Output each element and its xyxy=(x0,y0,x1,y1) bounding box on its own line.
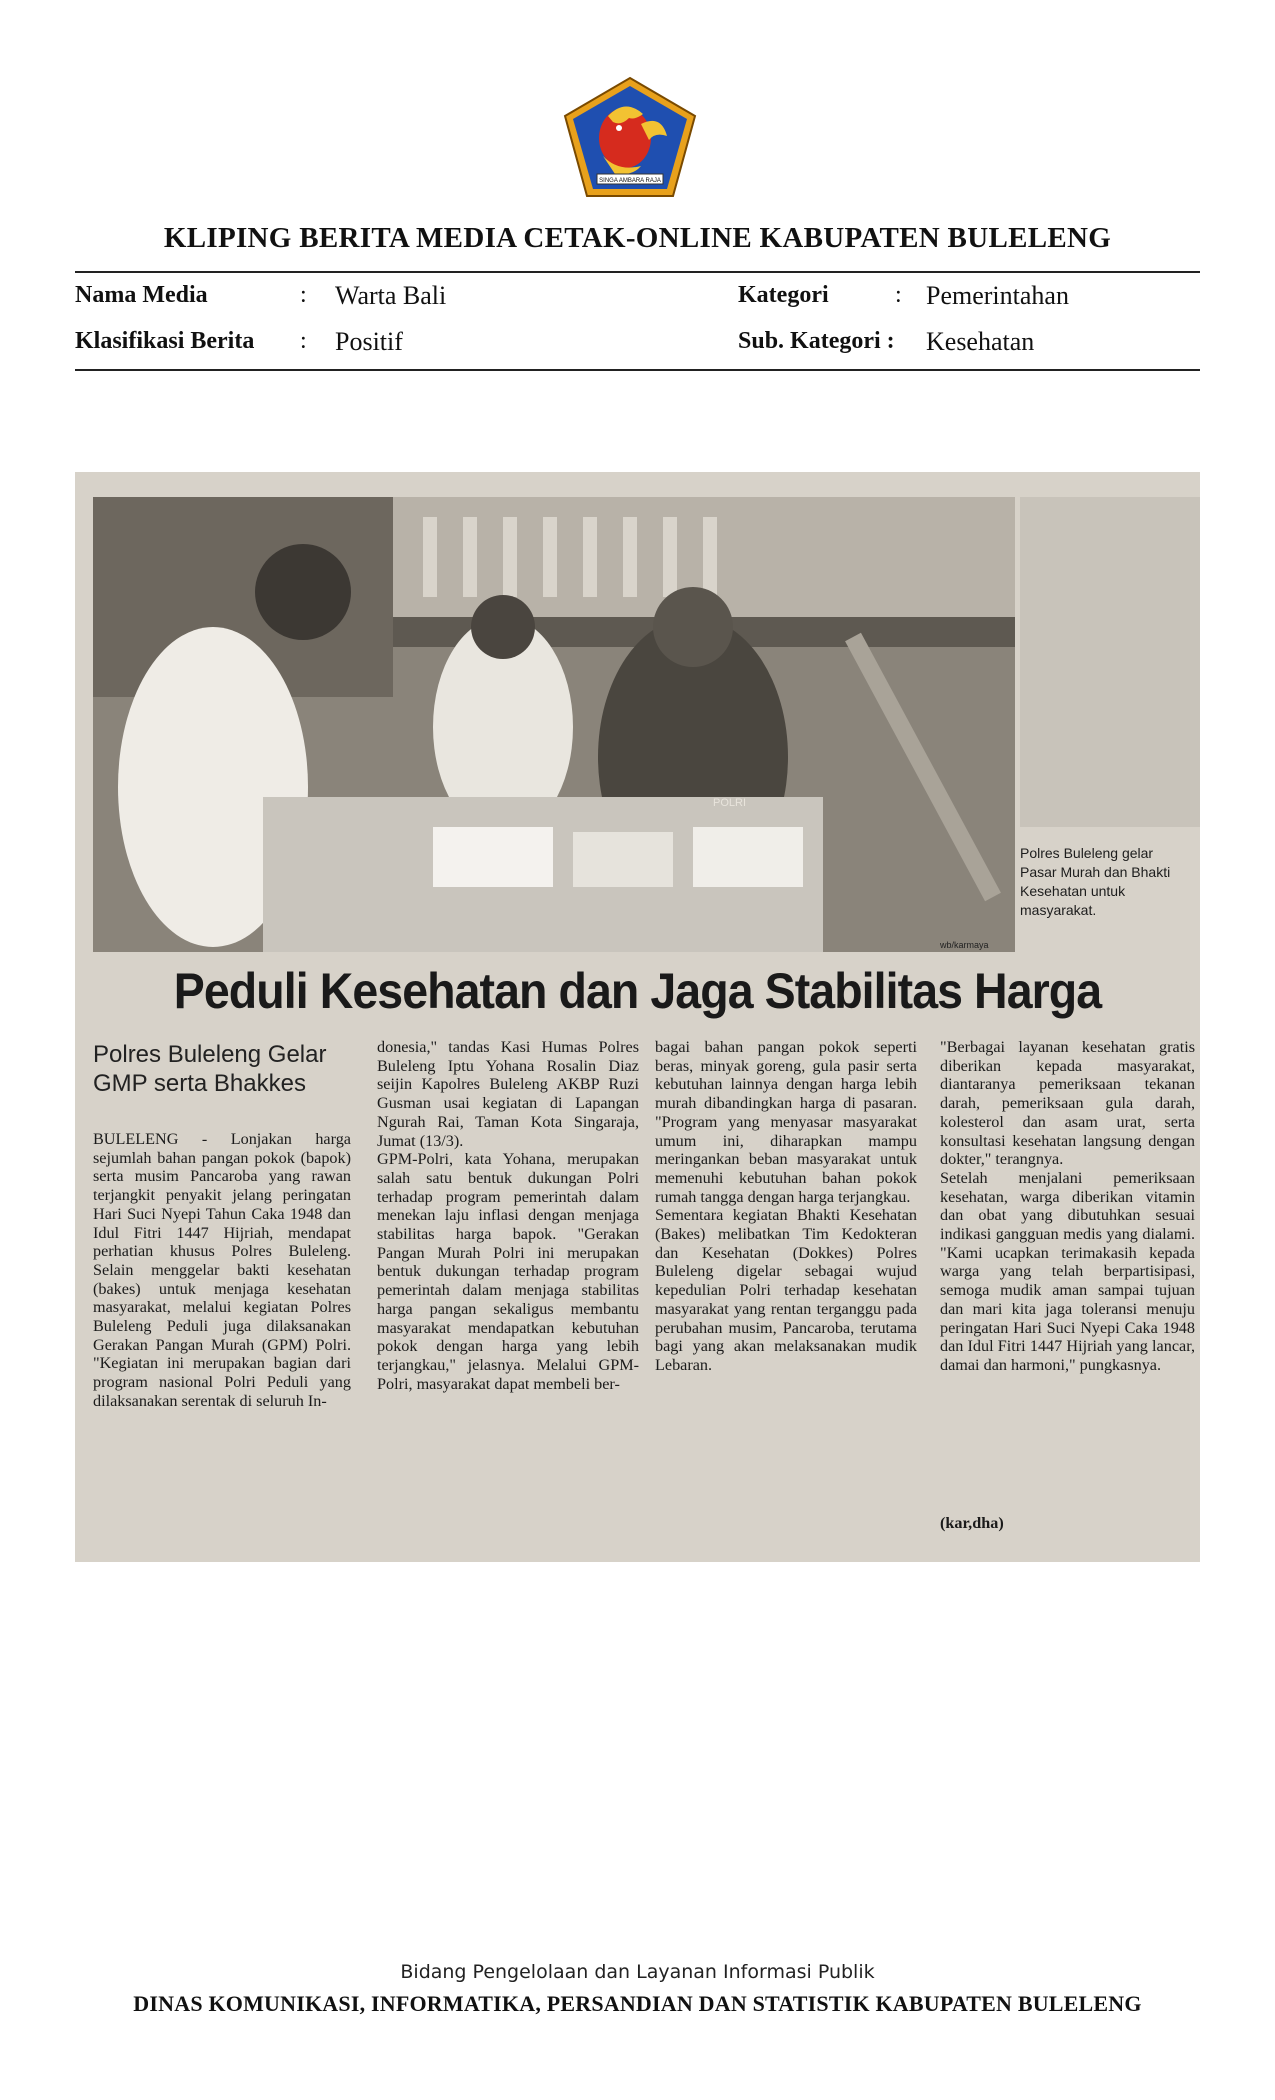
article-photo xyxy=(93,497,1015,952)
newspaper-clipping xyxy=(75,472,1200,1562)
header-divider-bottom xyxy=(75,369,1200,371)
buleleng-emblem-logo xyxy=(563,76,697,198)
klasifikasi-label: Klasifikasi Berita xyxy=(75,328,255,354)
nama-media-label: Nama Media xyxy=(75,282,208,308)
photo-credit: wb/karmaya xyxy=(940,940,989,950)
kategori-label: Kategori xyxy=(738,282,829,308)
adjacent-article-fragment xyxy=(1020,497,1200,827)
article-column-3: bagai bahan pangan pokok seperti beras, minyak goreng, gula pasir serta kebutuhan lainnya dengan harga lebih murah dibandingkan harga di pasaran. "Program yang menyasar masyarakat umum ini, diharapkan mampu meringankan beban masyarakat untuk memenuhi kebutuhan bahan pokok rumah tangga dengan harga terjangkau. Sementara kegiatan Bhakti Kesehatan (Bakes) melibatkan Tim Kedokteran dan Kesehatan (Dokkes) Polres Buleleng digelar sebagai wujud kepedulian Polri terhadap kesehatan masyarakat yang rentan terganggu pada perubahan musim, Pancaroba, terutama bagi yang akan melaksanakan mudik Lebaran. xyxy=(655,1038,917,1374)
article-photo-illustration xyxy=(93,497,1015,952)
klasifikasi-colon: : xyxy=(300,328,307,354)
header-divider-top xyxy=(75,271,1200,273)
article-headline: Peduli Kesehatan dan Jaga Stabilitas Harga xyxy=(173,963,1102,1019)
footer-agency: DINAS KOMUNIKASI, INFORMATIKA, PERSANDIAN DAN STATISTIK KABUPATEN BULELENG xyxy=(133,1991,1142,2016)
subkategori-value: Kesehatan xyxy=(926,327,1035,356)
svg-text:SINGA AMBARA RAJA: SINGA AMBARA RAJA xyxy=(599,178,661,184)
nama-media-colon: : xyxy=(300,282,307,308)
photo-caption: Polres Buleleng gelar Pasar Murah dan Bhakti Kesehatan untuk masyarakat. xyxy=(1020,845,1171,918)
article-subheadline: Polres Buleleng Gelar GMP serta Bhakkes xyxy=(93,1041,327,1097)
kategori-colon: : xyxy=(895,282,902,308)
subkategori-label: Sub. Kategori : xyxy=(738,328,895,354)
kategori-value: Pemerintahan xyxy=(926,281,1069,310)
nama-media-value: Warta Bali xyxy=(335,281,447,310)
footer-department: Bidang Pengelolaan dan Layanan Informasi Publik xyxy=(400,1961,875,1983)
article-column-1: BULELENG - Lonjakan harga sejumlah bahan pangan pokok (bapok) serta musim Pancaroba yang rawan terjangkit penyakit jelang peringatan Hari Suci Nyepi Tahun Caka 1948 dan Idul Fitri 1447 Hijriah, mendapat perhatian khusus Polres Buleleng. Selain menggelar bakti kesehatan (bakes) untuk menjaga kesehatan masyarakat, melalui kegiatan Polres Buleleng Peduli juga dilaksanakan Gerakan Pangan Murah (GPM) Polri. "Kegiatan ini merupakan bagian dari program nasional Polri Peduli yang dilaksanakan serentak di seluruh In- xyxy=(93,1130,351,1410)
klasifikasi-value: Positif xyxy=(335,327,403,356)
article-author-initials: (kar,dha) xyxy=(940,1514,1004,1532)
photo-badge: POLRI xyxy=(713,797,747,809)
article-column-2: donesia," tandas Kasi Humas Polres Buleleng Iptu Yohana Rosalin Diaz seijin Kapolres Buleleng AKBP Ruzi Gusman usai kegiatan di Lapangan Ngurah Rai, Taman Kota Singaraja, Jumat (13/3). GPM-Polri, kata Yohana, merupakan salah satu bentuk dukungan Polri terhadap program pemerintah dalam menekan laju inflasi dengan menjaga stabilitas harga bapok. "Gerakan Pangan Murah Polri ini merupakan bentuk dukungan terhadap program pemerintah dalam menjaga stabilitas harga pangan sekaligus membantu masyarakat mendapatkan kebutuhan pokok dengan harga yang lebih terjangkau," jelasnya. Melalui GPM-Polri, masyarakat dapat membeli ber- xyxy=(377,1038,639,1393)
article-column-4: "Berbagai layanan kesehatan gratis diberikan kepada masyarakat, diantaranya pemeriksaan tekanan darah, pemeriksaan gula darah, kolesterol dan asam urat, serta konsultasi kesehatan langsung dengan dokter," terangnya. Setelah menjalani pemeriksaan kesehatan, warga diberikan vitamin dan obat yang dibutuhkan sesuai indikasi gangguan medis yang dialami. "Kami ucapkan terimakasih kepada warga yang telah berpartisipasi, semoga mudik aman sampai tujuan dan mari kita jaga toleransi menuju peringatan Hari Suci Nyepi Caka 1948 dan Idul Fitri 1447 Hijriah yang lancar, damai dan harmoni," pungkasnya. xyxy=(940,1038,1195,1374)
document-title: KLIPING BERITA MEDIA CETAK-ONLINE KABUPATEN BULELENG xyxy=(163,222,1112,254)
